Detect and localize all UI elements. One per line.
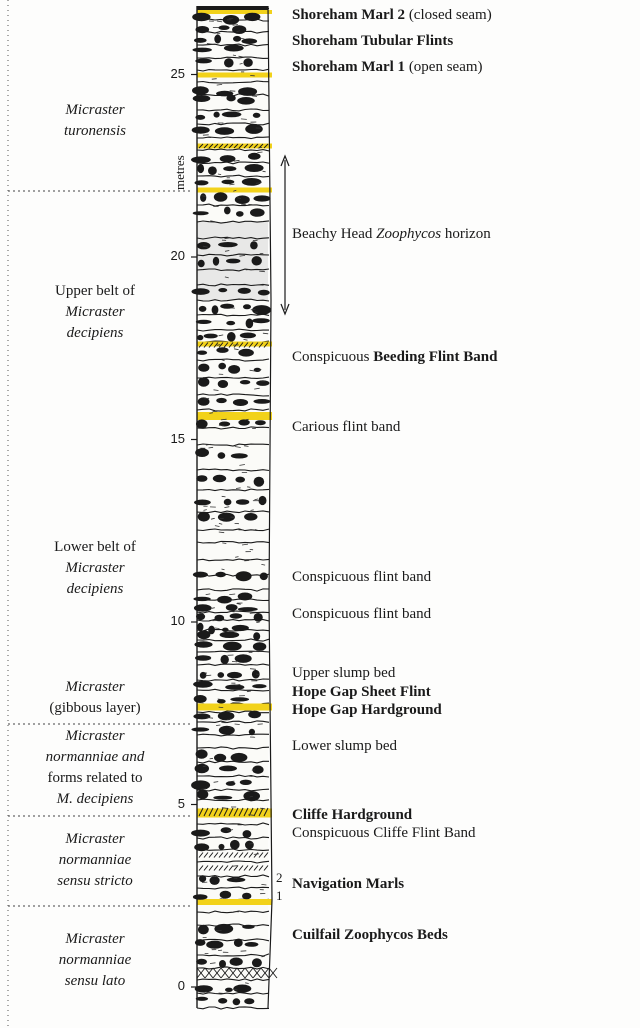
flint-nodule (253, 113, 261, 118)
flint-nodule (226, 781, 236, 786)
flint-nodule (222, 180, 235, 185)
highlight-horizon (197, 899, 272, 905)
flint-nodule (250, 241, 258, 249)
bed-label-main: Hope Gap Hardground (292, 702, 442, 718)
flint-nodule (218, 288, 227, 292)
flint-nodule (260, 573, 268, 581)
bed-label-main: Conspicuous (292, 349, 374, 365)
flint-nodule (218, 242, 238, 247)
flint-nodule (219, 766, 237, 772)
flint-nodule (194, 695, 207, 703)
bed-label (292, 418, 400, 436)
flint-nodule (196, 475, 207, 482)
flint-nodule (198, 377, 209, 387)
zone-label-line: turonensis (64, 123, 126, 139)
flint-nodule (218, 363, 226, 370)
flint-nodule (226, 95, 235, 102)
axis-tick-label: 20 (170, 248, 185, 263)
flint-nodule (235, 477, 245, 483)
flint-nodule (197, 164, 204, 173)
flint-nodule (246, 319, 254, 329)
bed-label (292, 806, 412, 824)
flint-nodule (235, 195, 250, 204)
flint-nodule (222, 628, 229, 632)
zone-label-line: normanniae and (45, 749, 145, 765)
log-column-right-edge (268, 6, 272, 1008)
flint-nodule (197, 242, 211, 249)
flint-nodule (252, 256, 262, 265)
flint-nodule (254, 613, 263, 622)
zone-label-line: Micraster (65, 679, 125, 695)
flint-nodule (197, 623, 203, 631)
flint-nodule (193, 572, 208, 578)
flint-nodule (252, 684, 266, 688)
flint-nodule (230, 697, 249, 701)
flint-nodule (225, 685, 244, 690)
zone-label-line: Micraster (65, 728, 125, 744)
flint-nodule (191, 780, 210, 790)
flint-nodule (244, 513, 257, 521)
bed-label (292, 225, 491, 243)
highlight-horizon (197, 704, 272, 711)
flint-nodule (233, 399, 248, 406)
flint-nodule (244, 13, 260, 21)
flint-nodule (231, 453, 248, 458)
flint-nodule (195, 59, 212, 64)
bed-label (292, 58, 483, 76)
zone-label-line: decipiens (66, 325, 124, 341)
flint-nodule (222, 112, 242, 118)
flint-nodule (191, 830, 210, 837)
marl-number: 1 (276, 888, 283, 903)
flint-nodule (225, 988, 233, 992)
flint-nodule (213, 257, 219, 266)
flint-nodule (214, 112, 220, 118)
flint-nodule (224, 207, 231, 215)
flint-nodule (243, 830, 252, 838)
flint-nodule (214, 192, 228, 201)
flint-nodule (197, 630, 210, 639)
bed-label (292, 701, 442, 719)
flint-nodule (227, 332, 236, 342)
bed-label (292, 6, 492, 24)
zone-label-line: sensu stricto (57, 873, 133, 889)
flint-nodule (214, 35, 221, 44)
marl-texture-dash (241, 119, 247, 120)
flint-nodule (224, 499, 232, 506)
flint-nodule (219, 422, 230, 427)
flint-nodule (200, 193, 206, 202)
flint-nodule (218, 712, 235, 721)
flint-nodule (236, 499, 249, 505)
flint-nodule (218, 998, 227, 1004)
zone-label-line: Micraster (65, 931, 125, 947)
flint-nodule (240, 333, 256, 339)
flint-nodule (223, 166, 236, 171)
flint-nodule (230, 613, 243, 618)
bed-label (292, 664, 395, 682)
flint-nodule (252, 318, 270, 323)
flint-nodule (212, 305, 219, 314)
flint-nodule (208, 166, 217, 175)
flint-nodule (258, 290, 270, 296)
flint-nodule (196, 320, 212, 324)
flint-nodule (220, 155, 236, 162)
marl-texture-dash (250, 796, 253, 797)
bed-label-main: Carious flint band (292, 419, 401, 435)
flint-nodule (253, 399, 270, 404)
flint-nodule (215, 127, 234, 135)
flint-nodule (224, 58, 234, 67)
flint-nodule (226, 321, 235, 325)
marl-texture-dash (256, 674, 259, 675)
marl-texture-dash (252, 96, 257, 97)
flint-nodule (243, 58, 252, 67)
flint-nodule (194, 38, 207, 43)
flint-nodule (217, 596, 232, 604)
flint-nodule (193, 597, 210, 601)
flint-nodule (193, 894, 208, 900)
bed-label (292, 737, 397, 755)
flint-nodule (230, 840, 240, 850)
flint-nodule (216, 398, 227, 403)
zone-label-line: Micraster (65, 102, 125, 118)
flint-nodule (192, 127, 210, 134)
axis-unit-label: metres (172, 155, 187, 190)
zone-label-line: decipiens (66, 581, 124, 597)
zone-label-line: (gibbous layer) (49, 700, 141, 716)
flint-nodule (213, 475, 226, 482)
bed-label-main: Hope Gap Sheet Flint (292, 684, 431, 700)
bed-label-suffix: (open seam) (405, 59, 483, 75)
bed-label-main: Shoreham Marl 2 (292, 7, 406, 23)
bed-label (292, 32, 453, 50)
flint-nodule (253, 632, 260, 640)
flint-nodule (216, 347, 228, 353)
flint-nodule (198, 260, 205, 268)
axis-tick-label: 25 (170, 65, 185, 81)
flint-nodule (242, 925, 255, 929)
bed-label-bold: Beeding Flint Band (373, 349, 498, 365)
bed-label-main: Conspicuous flint band (292, 606, 432, 622)
flint-nodule (254, 477, 265, 487)
bed-label-italic: Zoophycos (376, 226, 442, 242)
flint-nodule (220, 632, 240, 638)
marl-texture-dash (249, 844, 253, 845)
bed-label-main: Shoreham Tubular Flints (292, 33, 454, 49)
axis-tick-label: 5 (177, 795, 185, 811)
flint-nodule (192, 13, 210, 21)
bed-label-main: Upper slump bed (292, 665, 396, 681)
flint-nodule (223, 642, 242, 651)
axis-tick-label: 15 (170, 430, 185, 446)
marl-texture-dash (250, 613, 256, 614)
flint-nodule (253, 642, 266, 651)
bed-label (292, 683, 431, 701)
flint-nodule (218, 380, 228, 388)
flint-nodule (238, 87, 257, 96)
flint-nodule (248, 711, 261, 719)
flint-nodule (238, 349, 254, 357)
flint-nodule (193, 48, 212, 53)
flint-nodule (231, 753, 248, 762)
marl-texture-dash (216, 725, 220, 726)
flint-nodule (232, 625, 249, 631)
marl-texture-dash (232, 661, 237, 662)
flint-nodule (191, 727, 209, 731)
flint-nodule (243, 304, 251, 309)
zone-label-line: normanniae (58, 952, 132, 968)
flint-nodule (196, 959, 207, 965)
zone-label-line: M. decipiens (56, 791, 134, 807)
flint-nodule (219, 844, 225, 850)
zone-label-line: Upper belt of (55, 283, 135, 299)
flint-nodule (238, 419, 249, 425)
flint-nodule (221, 655, 229, 664)
bed-label-main: Cliffe Hardground (292, 807, 413, 823)
bed-label (292, 926, 448, 944)
bed-label-main: Cuilfail Zoophycos Beds (292, 927, 448, 943)
bed-label-main: Beachy Head (292, 226, 377, 242)
flint-nodule (193, 713, 210, 719)
highlight-horizon (197, 73, 272, 78)
marl-number: 2 (276, 870, 283, 885)
flint-nodule (236, 211, 244, 217)
flint-nodule (206, 941, 223, 949)
flint-nodule (235, 654, 252, 663)
flint-nodule (213, 796, 232, 800)
zone-label-line: normanniae (58, 852, 132, 868)
highlight-horizon (197, 188, 272, 193)
flint-nodule (228, 365, 240, 374)
marl-texture-dash (212, 79, 217, 80)
flint-nodule (250, 208, 265, 216)
flint-nodule (259, 496, 267, 505)
log-column-top-bar (197, 6, 268, 10)
flint-nodule (197, 351, 207, 355)
flint-nodule (245, 124, 263, 134)
highlight-horizon (197, 412, 272, 420)
flint-nodule (236, 571, 252, 581)
flint-nodule (199, 875, 206, 882)
flint-nodule (191, 156, 211, 163)
bed-label-main: Lower slump bed (292, 738, 397, 754)
flint-nodule (245, 942, 259, 947)
flint-nodule (233, 998, 241, 1005)
axis-tick-label: 0 (177, 978, 185, 993)
marl-texture-dash (247, 487, 250, 488)
flint-nodule (238, 288, 251, 294)
flint-nodule (198, 925, 209, 935)
zone-label-line: sensu lato (64, 973, 126, 989)
bed-label-suffix: (closed seam) (405, 7, 492, 23)
flint-nodule (240, 380, 250, 384)
flint-nodule (226, 604, 238, 611)
bed-label (292, 605, 431, 623)
flint-nodule (218, 25, 229, 30)
flint-nodule (227, 672, 242, 678)
highlight-horizon (197, 10, 272, 14)
flint-nodule (193, 681, 213, 688)
zone-label-line: Micraster (65, 304, 125, 320)
flint-nodule (199, 306, 207, 312)
marl-texture-dash (219, 707, 224, 708)
zone-label-line: Micraster (65, 560, 125, 576)
marl-texture-dash (218, 950, 222, 951)
flint-nodule (252, 958, 262, 967)
flint-nodule (226, 259, 240, 264)
bed-label (292, 568, 431, 586)
flint-nodule (255, 420, 266, 425)
flint-nodule (220, 891, 231, 899)
flint-nodule (214, 924, 233, 934)
flint-nodule (238, 607, 258, 611)
flint-nodule (252, 305, 271, 315)
zone-label-line: Lower belt of (54, 539, 136, 555)
bed-label-suffix: horizon (441, 226, 491, 242)
flint-nodule (253, 195, 270, 201)
flint-nodule (219, 726, 235, 735)
flint-nodule (245, 841, 254, 850)
flint-nodule (242, 178, 262, 186)
bed-label (292, 824, 475, 842)
flint-nodule (198, 364, 209, 372)
axis-tick-label: 10 (170, 613, 185, 628)
flint-nodule (237, 97, 255, 105)
zone-label-line: Micraster (65, 831, 125, 847)
flint-nodule (197, 790, 208, 800)
flint-nodule (248, 153, 261, 160)
marl-texture-dash (204, 992, 207, 993)
bed-label-main: Navigation Marls (292, 876, 405, 892)
flint-nodule (233, 36, 241, 42)
marl-texture-dash (215, 628, 220, 629)
flint-nodule (244, 998, 254, 1004)
bed-label-main: Shoreham Marl 1 (292, 59, 406, 75)
bed-label-main: Conspicuous flint band (292, 569, 432, 585)
zone-label-line: forms related to (47, 770, 143, 786)
flint-nodule (233, 985, 251, 993)
flint-nodule (192, 86, 209, 95)
flint-nodule (197, 335, 203, 340)
flint-nodule (219, 960, 226, 968)
flint-nodule (204, 334, 218, 339)
flint-nodule (224, 45, 244, 52)
flint-nodule (198, 512, 210, 522)
bed-label-main: Conspicuous Cliffe Flint Band (292, 825, 476, 841)
flint-nodule (193, 211, 209, 215)
flint-nodule (232, 25, 246, 34)
flint-nodule (238, 593, 253, 601)
flint-nodule (192, 288, 210, 295)
bed-label (292, 875, 404, 893)
flint-nodule (242, 893, 251, 900)
flint-nodule (215, 572, 226, 577)
flint-nodule (193, 95, 211, 102)
flint-nodule (245, 164, 264, 172)
bed-label (292, 348, 497, 366)
flint-nodule (243, 791, 260, 801)
flint-nodule (234, 939, 243, 947)
flint-nodule (240, 780, 252, 785)
flint-nodule (210, 876, 220, 885)
flint-nodule (230, 958, 243, 966)
flint-nodule (249, 729, 255, 735)
flint-nodule (214, 754, 226, 762)
marl-texture-dash (235, 724, 240, 725)
flint-nodule (218, 672, 225, 678)
flint-nodule (196, 419, 208, 428)
flint-nodule (218, 452, 226, 459)
